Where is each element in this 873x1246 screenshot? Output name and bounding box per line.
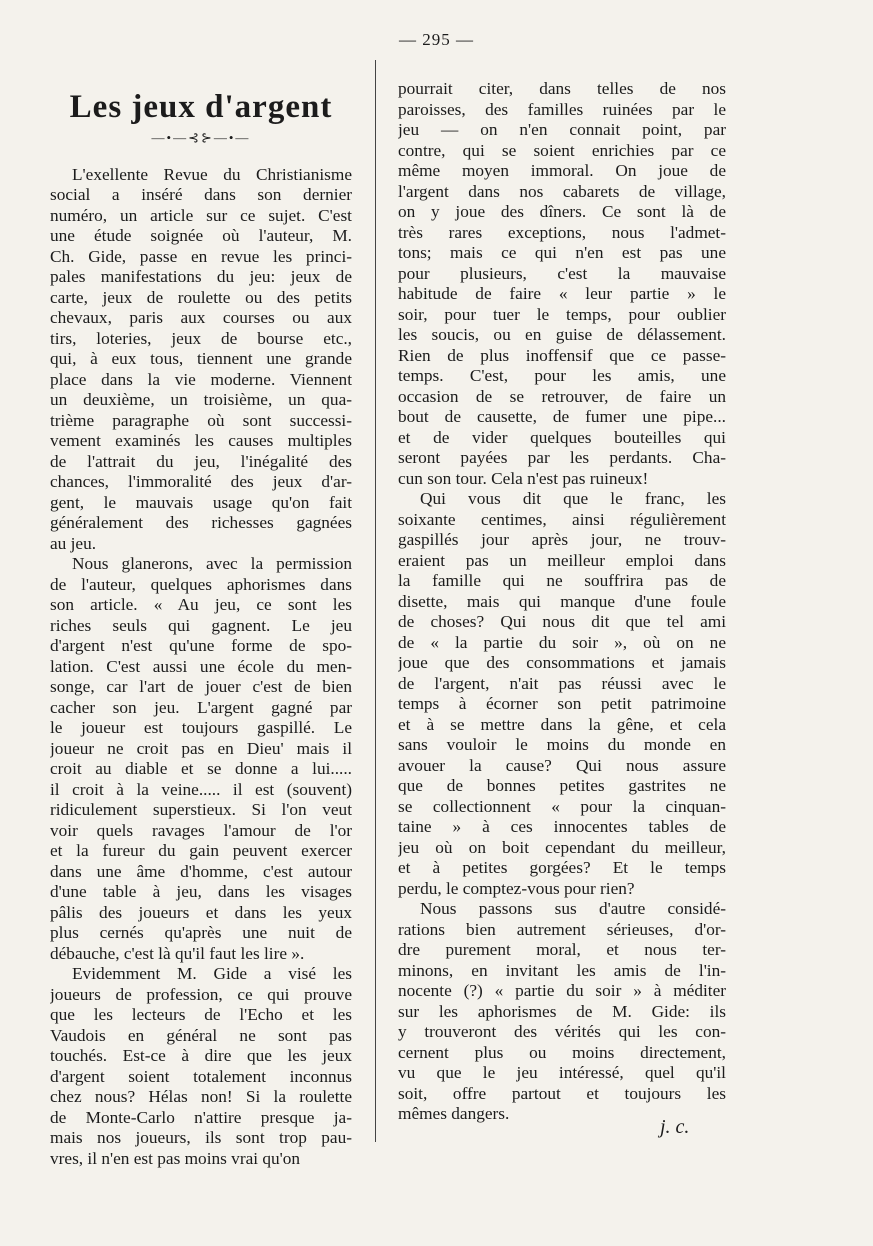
text-line: cernent plus ou moins directement, — [398, 1042, 726, 1062]
text-line: de l'argent, n'ait pas réussi avec le — [398, 673, 726, 693]
text-line: et de vider quelques bouteilles qui — [398, 427, 726, 447]
text-line: numéro, un article sur ce sujet. C'est — [50, 205, 352, 225]
text-line: un deuxième, un troisième, un qua- — [50, 390, 352, 409]
text-line: Evidemment M. Gide a visé les — [72, 964, 352, 983]
text-line: tons; mais ce qui n'en est pas une — [398, 243, 726, 262]
article-title: Les jeux d'argent — [69, 89, 333, 125]
text-line: jeu — on n'en connait point, par — [398, 120, 726, 139]
text-line: l'argent dans nos cabarets de village, — [398, 181, 726, 201]
text-line: carte, jeux de roulette ou des petits — [50, 287, 352, 307]
text-line: social a inséré dans son dernier — [50, 185, 352, 204]
text-line: eraient pas un meilleur emploi dans — [398, 550, 726, 570]
text-line: son article. « Au jeu, ce sont les — [50, 595, 352, 614]
text-line: seront payées par les perdants. Cha- — [398, 448, 726, 467]
text-line: vu que le jeu intéressé, quel qu'il — [398, 1063, 726, 1082]
text-line: et à se mettre dans la gêne, et cela — [398, 714, 726, 734]
title-ornament: —•—⊰⊱—•— — [151, 130, 251, 145]
text-line: plus cernés qu'après une nuit de — [50, 923, 352, 942]
text-line: soir, pour tuer le temps, pour oublier — [398, 304, 726, 324]
text-line: il croit à la veine..... il est (souvent) — [50, 779, 352, 799]
text-line: taine » à ces innocentes tables de — [398, 817, 726, 836]
text-line: jeu où on boit cependant du meilleur, — [398, 837, 726, 857]
text-line: cacher son jeu. L'argent gagné par — [50, 697, 352, 717]
text-line: pourrait citer, dans telles de nos — [398, 79, 726, 98]
text-line: de choses? Qui nous dit que tel ami — [398, 612, 726, 631]
text-line: minons, en invitant les amis de l'in- — [398, 960, 726, 980]
text-line: vement examinés les causes multiples — [50, 431, 352, 450]
text-line: d'une table à jeu, dans les visages — [50, 882, 352, 901]
text-line: place dans la vie moderne. Viennent — [50, 369, 352, 389]
text-line: Nous glanerons, avec la permission — [72, 554, 352, 573]
text-line: et à petites gorgées? Et le temps — [398, 858, 726, 877]
text-line: riches seuls qui gagnent. Le jeu — [50, 615, 352, 635]
text-line: pales manifestations du jeu: jeux de — [50, 267, 352, 286]
text-line: contre, qui se soient enrichies par ce — [398, 140, 726, 160]
text-line: pour plusieurs, c'est la mauvaise — [398, 263, 726, 283]
text-line: joueurs de profession, ce qui prouve — [50, 984, 352, 1004]
text-line: tirs, loteries, jeux de bourse etc., — [50, 328, 352, 348]
text-line: L'exellente Revue du Christianisme — [72, 164, 352, 184]
text-line: croit au diable et se donne a lui..... — [50, 759, 352, 778]
text-line: temps. C'est, pour les amis, une — [398, 366, 726, 385]
text-line: même moyen immoral. On joue de — [398, 161, 726, 180]
text-line: rations bien autrement sérieuses, d'or- — [398, 919, 726, 939]
text-line: généralement des richesses gagnées — [50, 513, 352, 532]
right-column — [398, 79, 726, 1125]
text-line: Qui vous dit que le franc, les — [420, 489, 726, 508]
right-column-text — [398, 79, 726, 1125]
text-line: pâlis des joueurs et dans les yeux — [50, 902, 352, 922]
text-line: dans une âme d'homme, c'est autour — [50, 861, 352, 881]
text-line: chances, l'immoralité des jeux d'ar- — [50, 472, 352, 491]
text-line: se collectionnent « pour la cinquan- — [398, 796, 726, 816]
text-line: gent, le mauvais usage qu'on fait — [50, 492, 352, 512]
text-line: très rares exceptions, nous l'admet- — [398, 222, 726, 242]
text-line: sur les aphorismes de M. Gide: ils — [398, 1001, 726, 1021]
text-line: sans vouloir le moins du monde en — [398, 735, 726, 754]
text-line: Ch. Gide, passe en revue les princi- — [50, 246, 352, 266]
text-line: temps à écorner son petit patrimoine — [398, 694, 726, 713]
text-line: ridiculement superstieux. Si l'on veut — [50, 800, 352, 819]
text-line: nocente (?) « partie du soir » à méditer — [398, 981, 726, 1000]
text-line: Nous passons sus d'autre considé- — [420, 899, 726, 918]
text-line: les soucis, ou en guise de délassement. — [398, 325, 726, 344]
text-line: touchés. Est-ce à dire que les jeux — [50, 1046, 352, 1065]
text-line: joue que des consommations et jamais — [398, 653, 726, 672]
text-line: on y joue des dîners. Ce sont là de — [398, 202, 726, 221]
text-line: vres, il n'en est pas moins vrai qu'on — [50, 1148, 301, 1168]
text-line: le joueur est toujours gaspillé. Le — [50, 718, 352, 737]
text-line: de l'attrait du jeu, l'inégalité des — [50, 451, 352, 471]
text-line: lation. C'est aussi une école du men- — [50, 656, 352, 676]
text-line: une étude soignée où l'auteur, M. — [50, 226, 352, 245]
text-line: chevaux, paris aux courses ou aux — [50, 308, 352, 327]
text-line: disette, mais qui manque d'une foule — [398, 591, 726, 611]
text-line: débauche, c'est là qu'il faut les lire ». — [50, 943, 305, 963]
text-line: que les lecteurs de l'Echo et les — [50, 1005, 352, 1024]
left-column — [50, 78, 352, 1169]
text-line: voir quels ravages l'amour de l'or — [50, 820, 352, 840]
text-line: et la fureur du gain peuvent exercer — [50, 841, 352, 860]
text-line: de Monte-Carlo n'attire presque ja- — [50, 1107, 352, 1127]
text-line: cun son tour. Cela n'est pas ruineux! — [398, 468, 649, 488]
text-line: bout de causette, de fumer une pipe... — [398, 407, 726, 426]
text-line: trième paragraphe où sont successi- — [50, 410, 352, 430]
text-line: la famille qui ne souffrira pas de — [398, 571, 726, 590]
text-line: de l'auteur, quelques aphorismes dans — [50, 574, 352, 594]
text-line: avouer la cause? Qui nous assure — [398, 755, 726, 775]
text-line: d'argent soient totalement inconnus — [50, 1066, 352, 1086]
text-line: perdu, le comptez-vous pour rien? — [398, 878, 635, 898]
left-column-text — [50, 165, 352, 1170]
page-number: — 295 — — [399, 30, 474, 49]
text-line: soit, offre partout et toujours les — [398, 1083, 726, 1103]
text-line: songe, car l'art de jouer c'est de bien — [50, 677, 352, 696]
text-line: soixante centimes, ainsi régulièrement — [398, 509, 726, 529]
text-line: habitude de faire « leur partie » le — [398, 284, 726, 303]
text-line: que de bonnes petites gastrites ne — [398, 776, 726, 795]
text-line: de « la partie du soir », où on ne — [398, 632, 726, 652]
text-line: au jeu. — [50, 533, 97, 553]
text-line: joueur ne croit pas en Dieu' mais il — [50, 738, 352, 758]
text-line: gaspillés jour après jour, ne trouv- — [398, 530, 726, 549]
text-line: chez nous? Hélas non! Si la roulette — [50, 1087, 352, 1106]
text-line: mais nos joueurs, ils sont trop pau- — [50, 1128, 352, 1147]
text-line: qui, à eux tous, tiennent une grande — [50, 349, 352, 368]
text-line: paroisses, des familles ruinées par le — [398, 99, 726, 119]
text-line: occasion de se retrouver, de faire un — [398, 386, 726, 406]
text-line: mêmes dangers. — [398, 1104, 510, 1123]
text-line: dre purement moral, et nous ter- — [398, 940, 726, 959]
text-line: d'argent n'est qu'une forme de spo- — [50, 636, 352, 655]
text-line: y trouveront des vérités qui les con- — [398, 1022, 726, 1041]
text-line: Rien de plus inoffensif que ce passe- — [398, 345, 726, 365]
text-line: Vaudois en général ne sont pas — [50, 1025, 352, 1045]
signature: j. c. — [660, 1116, 690, 1138]
column-divider — [375, 60, 376, 1142]
